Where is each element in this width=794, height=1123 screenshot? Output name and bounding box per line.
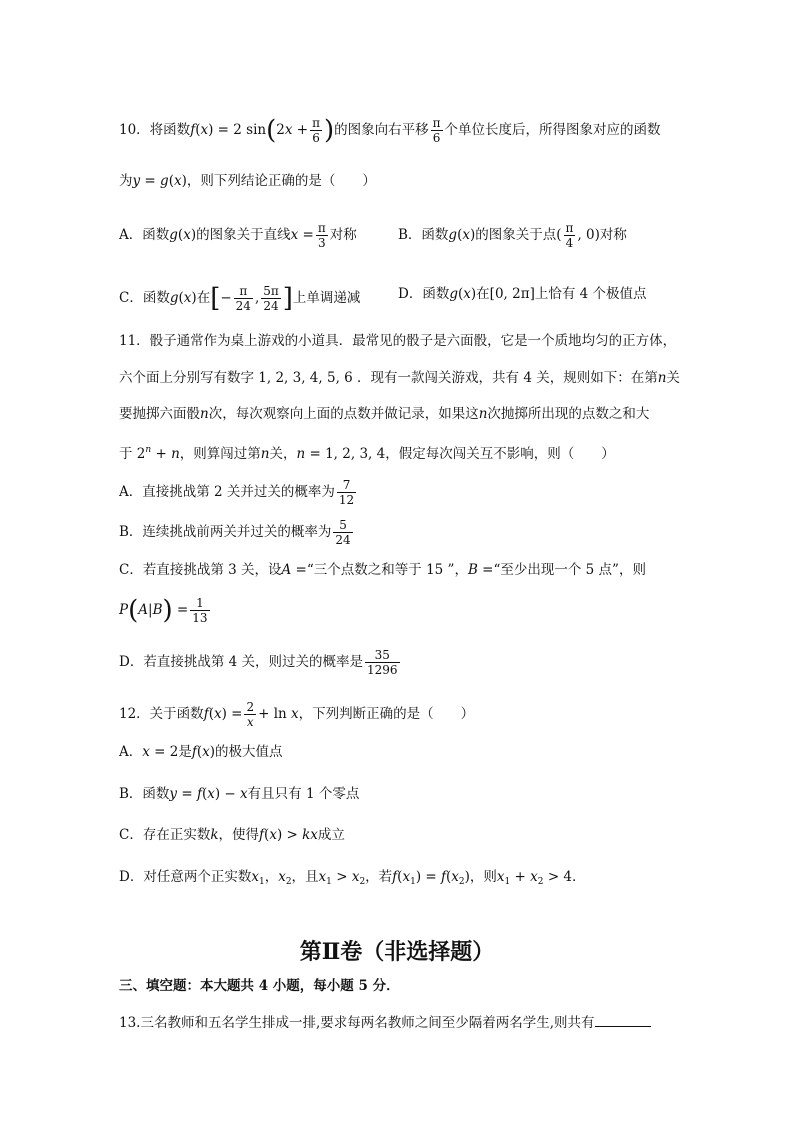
text: 关， xyxy=(269,446,297,462)
text: A．直接挑战第 2 关并过关的概率为 xyxy=(119,484,335,500)
text: 个单位长度后，所得图象对应的函数 xyxy=(444,122,661,138)
text: 有且只有 1 个零点 xyxy=(247,786,360,802)
text: D．对任意两个正实数 xyxy=(119,869,252,885)
text: 六个面上分别写有数字 1, 2, 3, 4, 5, 6 ．现有一款闯关游戏，共有 4 关，规则如下：在第 xyxy=(119,370,658,386)
text: C．若直接挑战第 3 关，设 xyxy=(119,562,282,578)
q11-option-c-formula: P(A|B) = $\frac{1}{13}$ xyxy=(119,595,208,626)
q10-line1: 10．将函数f(x) = 2 sin(2x + $\frac{\pi}{6}$ )的图象向右平移 $\frac{\pi}{6}$ 个单位长度后，所得图象对应的函数 xyxy=(119,115,661,146)
answer-blank[interactable] xyxy=(595,1012,651,1027)
q10-option-d: D．函数g(x)在[0, 2π]上恰有 4 个极值点 xyxy=(398,286,647,302)
text: 上恰有 4 个极值点 xyxy=(534,286,647,302)
text: ，则算闯过第 xyxy=(179,446,261,462)
text: 的图象关于点 xyxy=(475,227,557,243)
text: ． xyxy=(572,869,586,885)
q11-option-b: B．连续挑战前两关并过关的概率为 $\frac{5}{24}$ xyxy=(119,518,351,547)
text: 成立 xyxy=(317,827,345,843)
text: 12．关于函数 xyxy=(119,706,204,722)
q11-line1: 11．骰子通常作为桌上游戏的小道具．最常见的骰子是六面骰，它是一个质地均匀的正方体， xyxy=(119,333,677,349)
q10-option-c: C．函数g(x)在[− $\frac{\pi}{24}$ , $\frac{5\pi}{24}$ ]上单调递减 xyxy=(119,283,361,314)
q10-option-a: A．函数g(x)的图象关于直线x = $\frac{\pi}{3}$ 对称 xyxy=(119,221,357,250)
q11-option-c: C．若直接挑战第 3 关，设A =“三个点数之和等于 15 ”，B =“至少出现一个 5 点”，则 xyxy=(119,562,646,578)
q13-line xyxy=(119,1012,651,1033)
text: 次抛掷所出现的点数之和大 xyxy=(487,406,650,422)
part3-heading: 三、填空题：本大题共 4 小题，每小题 5 分． xyxy=(119,978,400,994)
text: C．函数 xyxy=(119,290,170,306)
text: 要抛掷六面骰 xyxy=(119,406,200,422)
text: 于 xyxy=(119,446,133,462)
text: 为 xyxy=(119,173,133,189)
text: 对称 xyxy=(599,227,627,243)
text: 次，每次观察向上面的点数并做记录，如果这 xyxy=(208,406,479,422)
text: A． xyxy=(119,744,143,760)
text: A．函数 xyxy=(119,227,170,243)
section-title: 第Ⅱ卷（非选择题） xyxy=(299,939,495,965)
text: D．函数 xyxy=(398,286,450,302)
text: ，使得 xyxy=(218,827,260,843)
q11-line2: 六个面上分别写有数字 1, 2, 3, 4, 5, 6 ．现有一款闯关游戏，共有 4 关，规则如下：在第n关 xyxy=(119,370,680,386)
text: B．函数 xyxy=(119,786,170,802)
q12-option-b: B．函数y = f(x) − x有且只有 1 个零点 xyxy=(119,786,360,802)
text: 对称 xyxy=(329,227,357,243)
text: ， xyxy=(264,869,279,885)
text: D．若直接挑战第 4 关，则过关的概率是 xyxy=(119,654,363,670)
text: B．连续挑战前两关并过关的概率为 xyxy=(119,524,332,540)
text: ，若 xyxy=(365,869,393,885)
text: ，下列判断正确的是（ ） xyxy=(298,706,475,722)
q12-line1: 12．关于函数f(x) = $\frac{2}{x}$ + ln x，下列判断正确的是（ ） xyxy=(119,700,475,729)
q12-option-a: A．x = 2是f(x)的极大值点 xyxy=(119,744,283,760)
q11-option-d: D．若直接挑战第 4 关，则过关的概率是 $\frac{35}{1296}$ xyxy=(119,648,398,677)
q12-option-c: C．存在正实数k，使得f(x) > kx成立 xyxy=(119,827,345,843)
text: 的图象向右平移 xyxy=(334,122,429,138)
text: 上单调递减 xyxy=(292,290,361,306)
text: B．函数 xyxy=(398,227,449,243)
text: 的图象关于直线 xyxy=(196,227,291,243)
text: ，假定每次闯关互不影响，则（ ） xyxy=(385,446,615,462)
text: ，且 xyxy=(291,869,319,885)
text: 在 xyxy=(476,286,490,302)
text: 关 xyxy=(666,370,680,386)
fraction-pi-6b: $\frac{\pi}{6}$ xyxy=(432,116,441,145)
text: 在 xyxy=(196,290,211,306)
formula-f: f xyxy=(190,122,196,138)
text: C．存在正实数 xyxy=(119,827,211,843)
text: 10．将函数 xyxy=(119,122,191,138)
q11-option-a: A．直接挑战第 2 关并过关的概率为 $\frac{7}{12}$ xyxy=(119,478,355,507)
text: 13.三名教师和五名学生排成一排,要求每两名教师之间至少隔着两名学生,则共有 xyxy=(119,1015,595,1031)
q12-option-d: D．对任意两个正实数$x_1$，$x_2$，且$x_1 > x_2$，若$f(x_1) = f(x_2)$，则$x_1 + x_2 > 4$． xyxy=(119,869,586,887)
text: “三个点数之和等于 15 ”， xyxy=(306,562,468,578)
text: ，则下列结论正确的是（ ） xyxy=(186,173,376,189)
text: ，则 xyxy=(469,869,497,885)
q10-option-b: B．函数g(x)的图象关于点( $\frac{\pi}{4}$ , 0)对称 xyxy=(398,221,627,250)
fraction-pi-6: $\frac{\pi}{6}$ xyxy=(312,116,320,145)
q10-line2: 为y = g(x)，则下列结论正确的是（ ） xyxy=(119,173,376,189)
text: “至少出现一个 5 点”，则 xyxy=(493,562,646,578)
q11-line3: 要抛掷六面骰n次，每次观察向上面的点数并做记录，如果这n次抛掷所出现的点数之和大 xyxy=(119,406,650,422)
text: 的极大值点 xyxy=(215,744,283,760)
q11-line4: 于 $2^n + n$，则算闯过第n关，n = 1, 2, 3, 4，假定每次闯关互不影响，则（ ） xyxy=(119,445,615,462)
text: 是 xyxy=(178,744,192,760)
